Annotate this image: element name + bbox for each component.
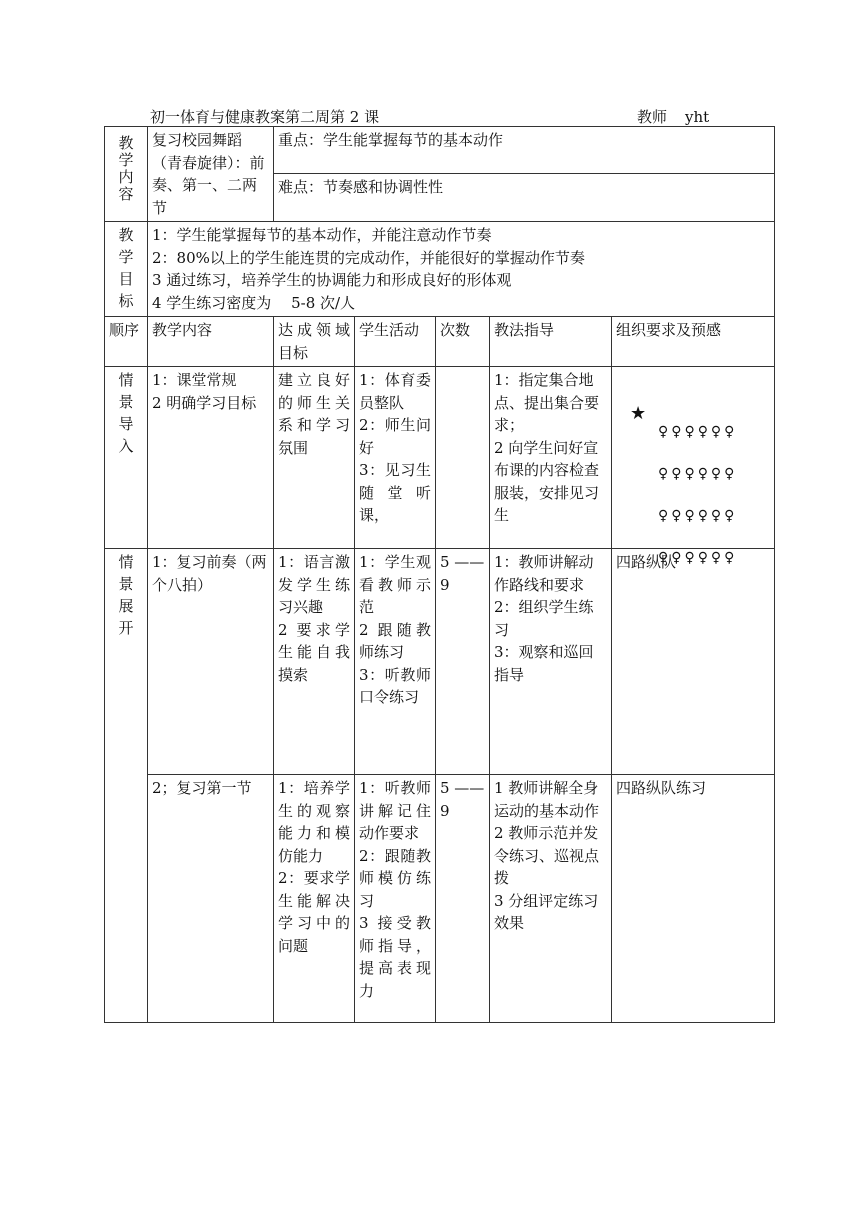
column-header-activity: 学生活动	[355, 317, 436, 367]
table-cell-goal	[274, 549, 355, 775]
table-cell-organization	[612, 775, 775, 1023]
cell-text: 1：复习前奏（两个八拍）	[152, 553, 267, 594]
key-point: 重点：学生能掌握每节的基本动作	[278, 131, 504, 149]
cell-text: 1 教师讲解全身运动的基本动作 2 教师示范并发令练习、巡视点拨 3 分组评定练习效果	[494, 779, 600, 932]
table-cell-method	[490, 775, 612, 1023]
cell-text: 5 ——9	[440, 553, 485, 594]
cell-text: 1：课堂常规 2 明确学习目标	[152, 371, 257, 412]
column-header-goal: 达成领域目标	[274, 317, 355, 367]
cell-text: 1：听教师讲解记住动作要求 2：跟随教师模仿练习 3 接受教师指导，提高表现力	[359, 779, 431, 1000]
cell-text: 建立良好的师生关系和学习氛围	[278, 371, 350, 457]
column-header-method: 教法指导	[490, 317, 612, 367]
objectives-label: 教学目标	[118, 226, 134, 310]
student-row: ♀♀♀♀♀♀	[658, 466, 738, 482]
lesson-title: 初一体育与健康教案第二周第 2 课	[150, 108, 380, 126]
student-row: ♀♀♀♀♀♀	[658, 508, 738, 524]
table-cell-activity	[355, 775, 436, 1023]
content-topic: 复习校园舞蹈（青春旋律）：前奏、第一、二两节	[152, 131, 265, 217]
sequence-label: 情景展开	[118, 553, 134, 637]
objectives-cell	[148, 222, 775, 317]
lesson-plan-table	[104, 126, 775, 1023]
objective-item: 1：学生能掌握每节的基本动作，并能注意动作节奏	[152, 226, 492, 244]
table-cell-activity	[355, 367, 436, 549]
table-cell-content	[148, 775, 274, 1023]
teacher-name: yht	[685, 108, 710, 126]
teacher-info	[637, 106, 709, 127]
column-header-organization: 组织要求及预感	[612, 317, 775, 367]
objective-item: 3 通过练习，培养学生的协调能力和形成良好的形体观	[152, 271, 512, 289]
cell-text: 四路纵队练习	[616, 779, 707, 797]
cell-text: 1：体育委员整队 2：师生问好 3：见习生随堂听课，	[359, 371, 431, 524]
cell-text: 5 ——9	[440, 779, 485, 820]
teacher-label: 教师	[637, 108, 668, 126]
difficulty-cell	[274, 173, 775, 221]
key-point-cell	[274, 127, 775, 174]
column-header-count: 次数	[436, 317, 490, 367]
row-sequence-intro	[105, 367, 148, 549]
table-cell-goal	[274, 367, 355, 549]
objective-item: 4 学生练习密度为 5-8 次/人	[152, 293, 356, 312]
cell-text: 1：学生观看教师示范 2 跟随教师练习 3：听教师口令练习	[359, 553, 431, 706]
column-header-content: 教学内容	[148, 317, 274, 367]
lesson-header	[150, 106, 770, 126]
cell-text: 1：教师讲解动作路线和要求 2：组织学生练习 3：观察和巡回指导	[494, 553, 594, 684]
table-cell-method	[490, 549, 612, 775]
content-label-cell	[105, 127, 148, 222]
difficulty: 难点：节奏感和协调性性	[278, 177, 444, 196]
cell-text: 1：培养学生的观察能力和模仿能力 2：要求学生能解决学习中的问题	[278, 779, 350, 955]
student-row: ♀♀♀♀♀♀	[658, 550, 738, 566]
cell-text: 1：指定集合地点、提出集合要求； 2 向学生问好宣布课的内容检查服装，安排见习生	[494, 371, 600, 524]
table-cell-activity	[355, 549, 436, 775]
cell-text: 四路纵队	[616, 553, 677, 571]
column-header-sequence: 顺序	[105, 317, 148, 367]
objectives-label-cell	[105, 222, 148, 317]
table-cell-count	[436, 367, 490, 549]
cell-text: 2；复习第一节	[152, 779, 252, 797]
table-cell-method	[490, 367, 612, 549]
table-cell-goal	[274, 775, 355, 1023]
table-cell-content	[148, 549, 274, 775]
row-sequence-develop	[105, 549, 148, 1023]
table-cell-count	[436, 775, 490, 1023]
table-cell-content	[148, 367, 274, 549]
objective-item: 2：80%以上的学生能连贯的完成动作，并能很好的掌握动作节奏	[152, 248, 585, 267]
table-cell-count	[436, 549, 490, 775]
cell-text: 1：语言激发学生练习兴趣 2 要求学生能自我摸索	[278, 553, 350, 684]
sequence-label: 情景导入	[118, 371, 134, 455]
teacher-star-icon: ★	[630, 403, 647, 424]
student-row: ♀♀♀♀♀♀	[658, 424, 738, 440]
student-formation	[658, 397, 737, 593]
content-label: 教学内容	[118, 134, 134, 203]
content-topic-cell	[148, 127, 274, 222]
